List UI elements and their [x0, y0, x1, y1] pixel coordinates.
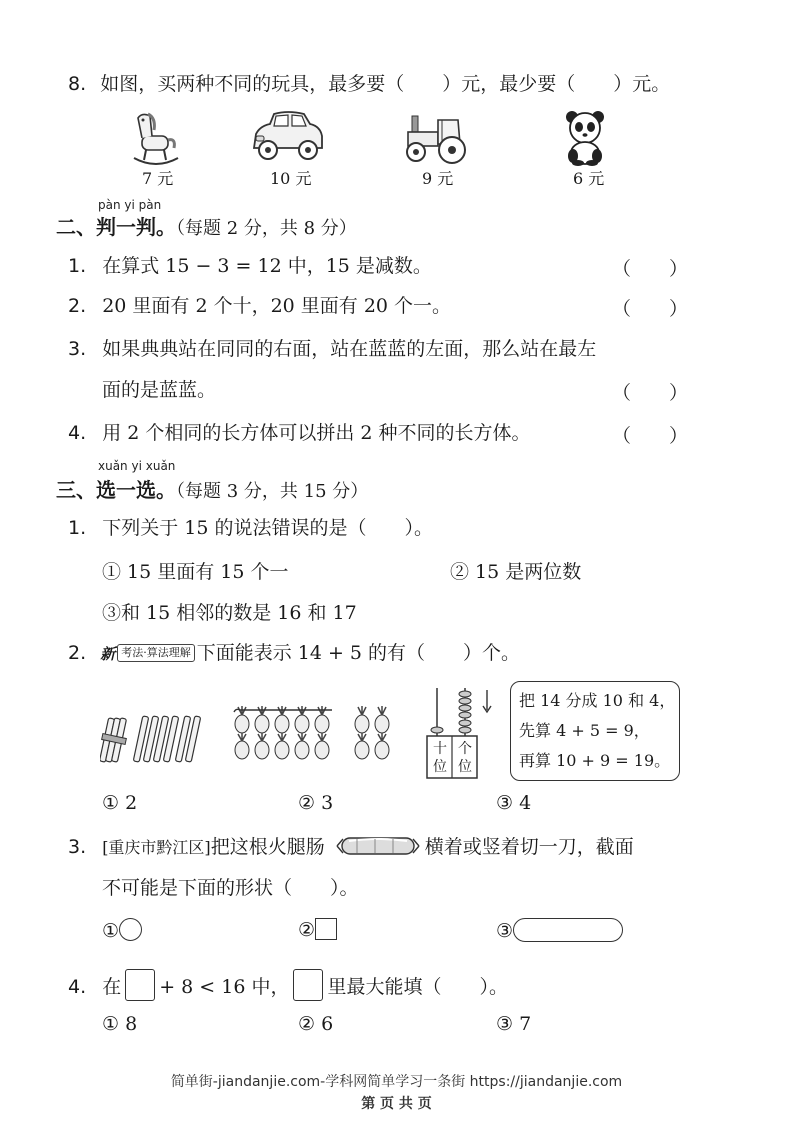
judge-item-number: 4. [68, 422, 87, 444]
choice-q4-option-1[interactable]: ① 8 [102, 1013, 138, 1035]
section3-heading [56, 474, 368, 503]
judge-item-number: 3. [68, 338, 87, 360]
choice-q4-option-3[interactable]: ③ 7 [496, 1013, 532, 1035]
sausage-icon [335, 835, 421, 863]
tractor-icon [402, 110, 468, 166]
hint-line: 再算 10 + 9 = 19。 [519, 751, 671, 770]
toy-price-3: 9 元 [422, 169, 454, 188]
choice-q1 [68, 516, 433, 540]
judge-answer-paren[interactable]: （ ） [612, 258, 689, 280]
region-tag: [重庆市黔江区] [102, 838, 211, 857]
choice-q3-option-1[interactable] [102, 918, 142, 942]
judge-item-continued: 面的是蓝蓝。 [102, 379, 217, 401]
q8-text: 如图，买两种不同的玩具，最多要（ ）元，最少要（ ）元。 [100, 73, 671, 95]
choice-q2-number: 2. [68, 642, 87, 664]
choice-q3-text-continued: 不可能是下面的形状（ ）。 [102, 877, 359, 899]
q8-number: 8. [68, 73, 87, 95]
choice-q1-option-3[interactable]: ③和 15 相邻的数是 16 和 17 [102, 602, 357, 624]
q8 [68, 72, 670, 96]
choice-q4-text-b: + 8 < 16 中， [159, 976, 290, 998]
judge-item-number: 1. [68, 255, 87, 277]
circle-shape-icon [119, 918, 142, 941]
abacus-ones-label [455, 740, 475, 776]
choice-q2-text: 下面能表示 14 + 5 的有（ ）个。 [196, 642, 521, 664]
rounded-rectangle-shape-icon [513, 918, 623, 942]
choice-q3 [68, 835, 634, 863]
choice-q3-text-b: 横着或竖着切一刀，截面 [424, 836, 634, 858]
method-hint-box [510, 681, 680, 781]
choice-q4-text-a: 在 [102, 976, 122, 998]
counting-sticks-icon [100, 712, 210, 764]
toy-price-4: 6 元 [573, 169, 605, 188]
answer-box-icon[interactable] [293, 969, 323, 1001]
choice-q2-option-3[interactable]: ③ 4 [496, 792, 532, 814]
choice-q4 [68, 969, 508, 1001]
abacus-ones-char2: 位 [458, 759, 472, 775]
option-marker: ① [102, 920, 120, 942]
judge-item-number: 2. [68, 295, 87, 317]
option-marker: ② [298, 919, 316, 941]
section2-note: （每题 2 分，共 8 分） [176, 218, 357, 239]
section2-pinyin: pàn yi pàn [98, 198, 162, 212]
choice-q2-option-1[interactable]: ① 2 [102, 792, 138, 814]
section2-title: 二、判一判。 [56, 215, 176, 239]
toy-car-icon [248, 108, 326, 166]
judge-answer-paren[interactable]: （ ） [612, 298, 689, 320]
judge-answer-paren[interactable]: （ ） [612, 425, 689, 447]
choice-q4-text-c: 里最大能填（ ）。 [327, 976, 508, 998]
judge-item [68, 337, 596, 361]
choice-q4-number: 4. [68, 976, 87, 998]
abacus-tens-char: 十 [433, 741, 447, 757]
section3-title: 三、选一选。 [56, 478, 176, 502]
section3-note: （每题 3 分，共 15 分） [176, 481, 369, 502]
choice-q2 [68, 641, 520, 666]
choice-q1-option-2[interactable]: ② 15 是两位数 [450, 561, 582, 583]
answer-box-icon[interactable] [125, 969, 155, 1001]
judge-item [68, 294, 451, 318]
footer-page-line: 第 页 共 页 [361, 1096, 432, 1112]
abacus-tens-label [430, 740, 450, 776]
choice-q3-text-a: 把这根火腿肠 [210, 836, 325, 858]
judge-item [68, 254, 432, 278]
choice-q1-number: 1. [68, 517, 87, 539]
pineapples-group-small-icon [352, 704, 400, 764]
hint-line: 先算 4 + 5 = 9， [519, 721, 650, 740]
abacus-tens-char2: 位 [433, 759, 447, 775]
square-shape-icon [315, 918, 337, 940]
judge-item-text: 20 里面有 2 个十，20 里面有 20 个一。 [102, 295, 452, 317]
panda-icon [563, 108, 607, 166]
option-marker: ③ [496, 920, 514, 942]
choice-q2-option-2[interactable]: ② 3 [298, 792, 334, 814]
question-type-tag: 考法·算法理解 [117, 644, 195, 662]
choice-q1-option-1[interactable]: ① 15 里面有 15 个一 [102, 561, 289, 583]
choice-q3-number: 3. [68, 836, 87, 858]
section2-heading [56, 211, 357, 240]
choice-q4-option-2[interactable]: ② 6 [298, 1013, 334, 1035]
section3-pinyin: xuǎn yi xuǎn [98, 459, 176, 473]
judge-item-text: 如果典典站在同同的右面，站在蓝蓝的左面，那么站在最左 [102, 338, 597, 360]
rocking-horse-icon [128, 108, 184, 168]
judge-item [68, 421, 531, 445]
hint-line: 把 14 分成 10 和 4， [519, 691, 676, 710]
footer-site-line: 简单街-jiandanjie.com-学科网简单学习一条街 https://jiandanjie.com [170, 1074, 623, 1090]
judge-item-text: 在算式 15 − 3 = 12 中，15 是减数。 [102, 255, 432, 277]
abacus-ones-char: 个 [458, 741, 472, 757]
judge-answer-paren[interactable]: （ ） [612, 382, 689, 404]
new-badge: 新 [100, 645, 116, 663]
choice-q3-option-3[interactable] [496, 918, 623, 942]
judge-item-text: 用 2 个相同的长方体可以拼出 2 种不同的长方体。 [102, 422, 531, 444]
pineapples-group-ten-icon [232, 704, 342, 764]
choice-q1-text: 下列关于 15 的说法错误的是（ ）。 [102, 517, 433, 539]
toy-price-1: 7 元 [142, 169, 174, 188]
choice-q3-option-2[interactable] [298, 918, 337, 941]
toy-price-2: 10 元 [270, 169, 312, 188]
